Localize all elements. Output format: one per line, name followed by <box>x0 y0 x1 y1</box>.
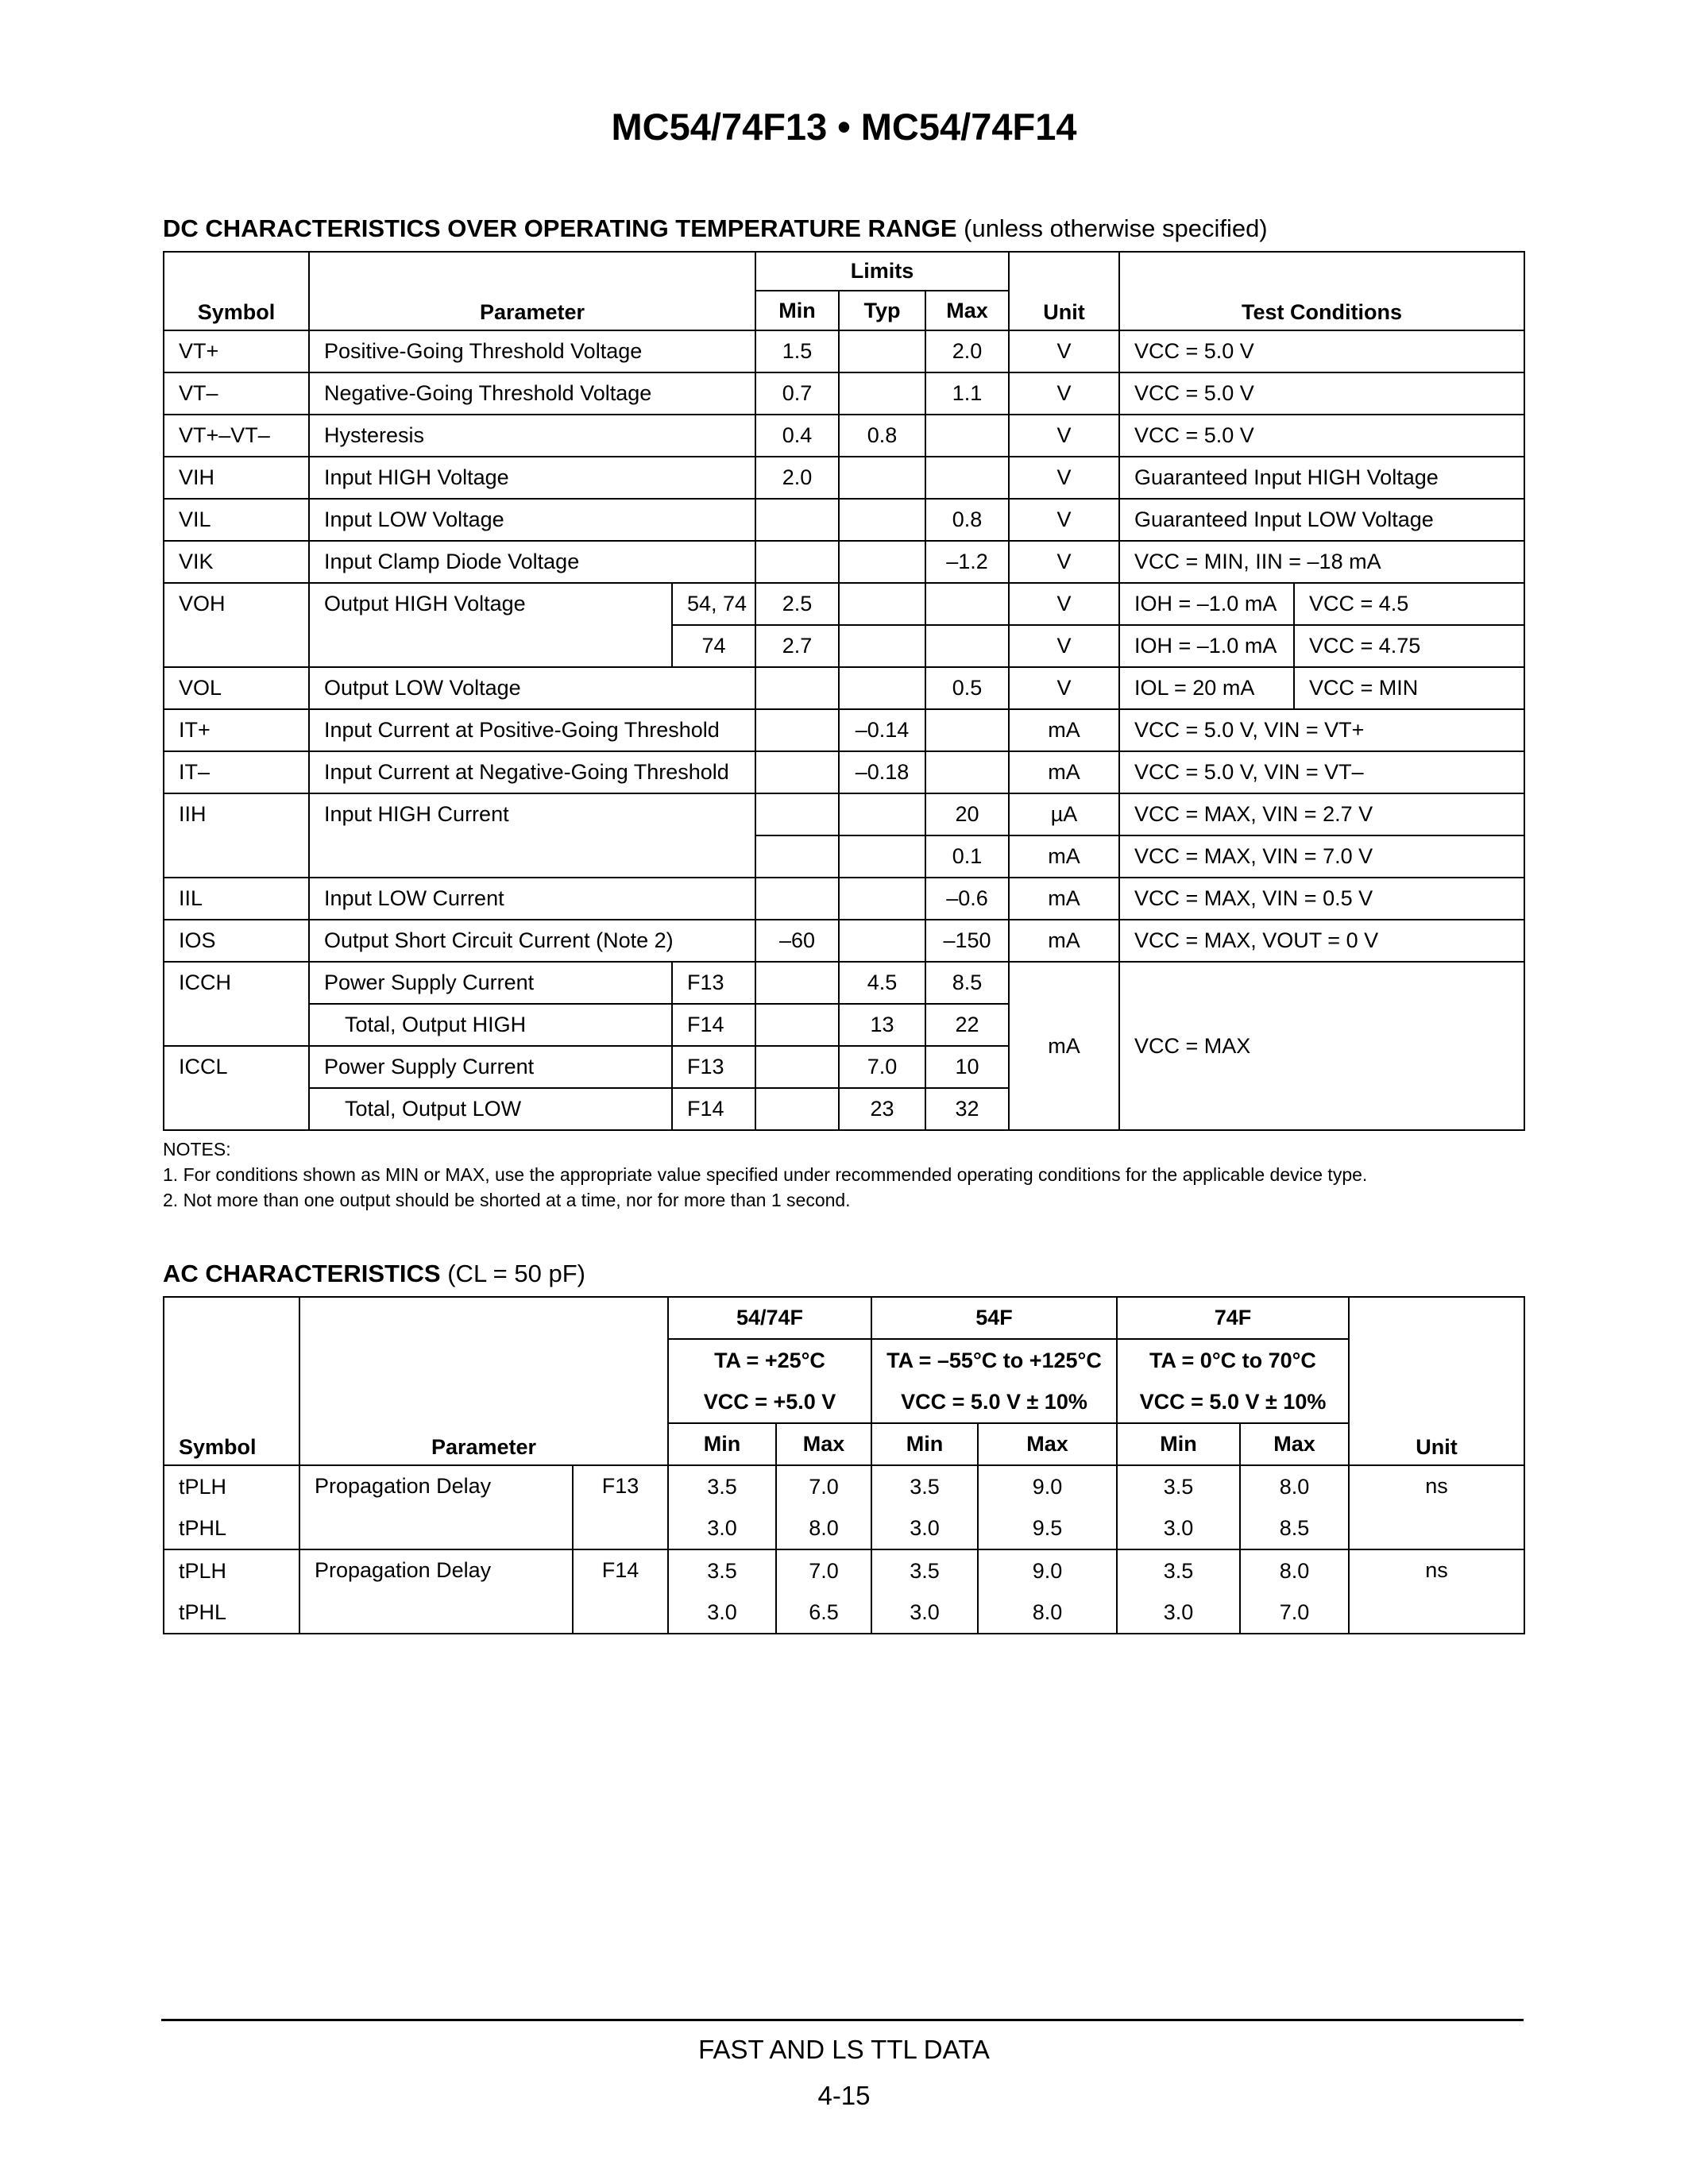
condition-cell: VCC = 4.5 <box>1294 583 1524 625</box>
ac-header-temp: TA = 0°C to 70°C <box>1117 1339 1349 1381</box>
value-cell: 3.0 <box>1117 1507 1240 1549</box>
ac-header-min: Min <box>871 1423 978 1465</box>
value-cell: 3.0 <box>871 1507 978 1549</box>
ac-header-min: Min <box>668 1423 776 1465</box>
unit-cell: ns <box>1349 1549 1524 1634</box>
ac-header-parameter: Parameter <box>299 1297 668 1465</box>
value-cell: 6.5 <box>776 1592 871 1634</box>
dc-header-max: Max <box>925 291 1009 330</box>
table-row <box>164 920 1524 962</box>
min-cell <box>755 667 839 709</box>
typ-cell <box>839 625 925 667</box>
symbol-cell: IOS <box>164 920 309 962</box>
note-item: 1. For conditions shown as MIN or MAX, use the appropriate value specified under recommended operating conditions for the applicable device type. <box>163 1164 1368 1185</box>
notes-heading: NOTES: <box>163 1139 231 1160</box>
device-cell: F13 <box>672 962 755 1004</box>
parameter-cell: Power Supply Current <box>309 1046 672 1088</box>
min-cell: 2.7 <box>755 625 839 667</box>
symbol-cell: VIL <box>164 499 309 541</box>
parameter-cell: Input LOW Current <box>309 878 755 920</box>
parameter-cell: Total, Output HIGH <box>309 1004 672 1046</box>
device-cell: F14 <box>573 1549 668 1634</box>
ac-section-title <box>163 1260 585 1288</box>
min-cell <box>755 709 839 751</box>
symbol-cell: VT– <box>164 372 309 415</box>
ac-header-row <box>164 1297 1524 1339</box>
max-cell: –150 <box>925 920 1009 962</box>
min-cell <box>755 835 839 878</box>
symbol-cell: VOH <box>164 583 309 667</box>
value-cell: 8.0 <box>1240 1549 1349 1592</box>
min-cell <box>755 751 839 793</box>
condition-cell: VCC = 5.0 V <box>1119 372 1524 415</box>
max-cell <box>925 415 1009 457</box>
value-cell: 7.0 <box>1240 1592 1349 1634</box>
ac-header-temp: TA = –55°C to +125°C <box>871 1339 1117 1381</box>
table-row <box>164 583 1524 625</box>
unit-cell: V <box>1009 499 1119 541</box>
max-cell <box>925 625 1009 667</box>
min-cell <box>755 1004 839 1046</box>
min-cell <box>755 499 839 541</box>
unit-cell: mA <box>1009 751 1119 793</box>
typ-cell <box>839 793 925 835</box>
dc-characteristics-table <box>163 251 1525 1131</box>
unit-cell: V <box>1009 415 1119 457</box>
device-cell: F13 <box>573 1465 668 1549</box>
parameter-cell: Propagation Delay <box>299 1549 573 1634</box>
symbol-cell: VT+ <box>164 330 309 372</box>
max-cell <box>925 709 1009 751</box>
condition-cell: VCC = 5.0 V, VIN = VT– <box>1119 751 1524 793</box>
dc-header-row <box>164 252 1524 291</box>
symbol-cell: IT+ <box>164 709 309 751</box>
symbol-cell: VIH <box>164 457 309 499</box>
symbol-cell: ICCL <box>164 1046 309 1130</box>
footer-text: FAST AND LS TTL DATA <box>698 2035 990 2064</box>
table-row <box>164 372 1524 415</box>
unit-cell: V <box>1009 625 1119 667</box>
symbol-cell: ICCH <box>164 962 309 1046</box>
max-cell: 1.1 <box>925 372 1009 415</box>
symbol-cell: tPLH <box>164 1549 299 1592</box>
symbol-cell: tPHL <box>164 1507 299 1549</box>
condition-cell: VCC = 4.75 <box>1294 625 1524 667</box>
typ-cell <box>839 541 925 583</box>
unit-cell: V <box>1009 457 1119 499</box>
ac-title-bold: AC CHARACTERISTICS <box>163 1260 441 1287</box>
parameter-cell: Propagation Delay <box>299 1465 573 1549</box>
max-cell: 10 <box>925 1046 1009 1088</box>
unit-cell: V <box>1009 541 1119 583</box>
parameter-cell: Output Short Circuit Current (Note 2) <box>309 920 755 962</box>
min-cell: –60 <box>755 920 839 962</box>
min-cell: 2.5 <box>755 583 839 625</box>
typ-cell <box>839 920 925 962</box>
table-row <box>164 751 1524 793</box>
max-cell: 32 <box>925 1088 1009 1130</box>
table-row <box>164 793 1524 835</box>
value-cell: 8.5 <box>1240 1507 1349 1549</box>
ac-characteristics-table <box>163 1296 1525 1634</box>
device-cell: F14 <box>672 1088 755 1130</box>
ac-header-max: Max <box>1240 1423 1349 1465</box>
condition-cell: VCC = 5.0 V, VIN = VT+ <box>1119 709 1524 751</box>
typ-cell <box>839 878 925 920</box>
table-row <box>164 415 1524 457</box>
min-cell <box>755 793 839 835</box>
table-row <box>164 541 1524 583</box>
value-cell: 3.0 <box>1117 1592 1240 1634</box>
value-cell: 3.5 <box>668 1465 776 1507</box>
typ-cell: 23 <box>839 1088 925 1130</box>
unit-cell: V <box>1009 372 1119 415</box>
condition-cell: Guaranteed Input HIGH Voltage <box>1119 457 1524 499</box>
min-cell: 0.4 <box>755 415 839 457</box>
unit-cell: mA <box>1009 920 1119 962</box>
condition-cell: VCC = MAX, VIN = 7.0 V <box>1119 835 1524 878</box>
condition-cell: VCC = MIN <box>1294 667 1524 709</box>
typ-cell: –0.14 <box>839 709 925 751</box>
ac-header-group: 54F <box>871 1297 1117 1339</box>
parameter-cell: Input HIGH Voltage <box>309 457 755 499</box>
condition-cell: VCC = MIN, IIN = –18 mA <box>1119 541 1524 583</box>
typ-cell: 0.8 <box>839 415 925 457</box>
ac-header-symbol: Symbol <box>164 1297 299 1465</box>
max-cell <box>925 751 1009 793</box>
device-cell: F13 <box>672 1046 755 1088</box>
variant-cell: 54, 74 <box>672 583 755 625</box>
parameter-cell: Positive-Going Threshold Voltage <box>309 330 755 372</box>
ac-header-min: Min <box>1117 1423 1240 1465</box>
min-cell <box>755 1046 839 1088</box>
dc-title-rest: (unless otherwise specified) <box>956 214 1268 242</box>
condition-cell: VCC = MAX, VIN = 0.5 V <box>1119 878 1524 920</box>
condition-cell: VCC = 5.0 V <box>1119 415 1524 457</box>
typ-cell: 7.0 <box>839 1046 925 1088</box>
value-cell: 3.5 <box>668 1549 776 1592</box>
notes-block <box>163 1136 1367 1213</box>
symbol-cell: IIL <box>164 878 309 920</box>
typ-cell: 4.5 <box>839 962 925 1004</box>
unit-cell: mA <box>1009 962 1119 1130</box>
unit-cell: mA <box>1009 709 1119 751</box>
typ-cell <box>839 835 925 878</box>
device-cell: F14 <box>672 1004 755 1046</box>
ac-header-vcc: VCC = 5.0 V ± 10% <box>1117 1381 1349 1423</box>
condition-cell: VCC = 5.0 V <box>1119 330 1524 372</box>
ac-header-group: 74F <box>1117 1297 1349 1339</box>
unit-cell: V <box>1009 583 1119 625</box>
value-cell: 7.0 <box>776 1549 871 1592</box>
symbol-cell: VOL <box>164 667 309 709</box>
max-cell: 2.0 <box>925 330 1009 372</box>
value-cell: 8.0 <box>1240 1465 1349 1507</box>
max-cell <box>925 457 1009 499</box>
parameter-cell: Negative-Going Threshold Voltage <box>309 372 755 415</box>
symbol-cell: VT+–VT– <box>164 415 309 457</box>
condition-cell: IOH = –1.0 mA <box>1119 583 1294 625</box>
value-cell: 3.0 <box>871 1592 978 1634</box>
min-cell <box>755 962 839 1004</box>
table-row <box>164 667 1524 709</box>
parameter-cell: Output LOW Voltage <box>309 667 755 709</box>
table-row <box>164 330 1524 372</box>
unit-cell: ns <box>1349 1465 1524 1549</box>
dc-header-min: Min <box>755 291 839 330</box>
symbol-cell: IIH <box>164 793 309 878</box>
value-cell: 3.5 <box>1117 1465 1240 1507</box>
value-cell: 8.0 <box>776 1507 871 1549</box>
value-cell: 8.0 <box>978 1592 1117 1634</box>
ac-header-unit: Unit <box>1349 1297 1524 1465</box>
min-cell: 1.5 <box>755 330 839 372</box>
condition-cell: IOL = 20 mA <box>1119 667 1294 709</box>
parameter-cell: Input Clamp Diode Voltage <box>309 541 755 583</box>
condition-cell: VCC = MAX, VIN = 2.7 V <box>1119 793 1524 835</box>
value-cell: 3.0 <box>668 1592 776 1634</box>
value-cell: 7.0 <box>776 1465 871 1507</box>
table-row <box>164 878 1524 920</box>
table-row <box>164 1549 1524 1592</box>
ac-header-vcc: VCC = 5.0 V ± 10% <box>871 1381 1117 1423</box>
typ-cell <box>839 457 925 499</box>
max-cell: 22 <box>925 1004 1009 1046</box>
dc-header-limits: Limits <box>755 252 1009 291</box>
symbol-cell: VIK <box>164 541 309 583</box>
dc-header-parameter: Parameter <box>309 252 755 330</box>
max-cell: 8.5 <box>925 962 1009 1004</box>
max-cell: 0.8 <box>925 499 1009 541</box>
typ-cell <box>839 372 925 415</box>
ac-header-vcc: VCC = +5.0 V <box>668 1381 871 1423</box>
max-cell: –0.6 <box>925 878 1009 920</box>
dc-header-symbol: Symbol <box>164 252 309 330</box>
max-cell: 0.5 <box>925 667 1009 709</box>
min-cell <box>755 541 839 583</box>
unit-cell: V <box>1009 667 1119 709</box>
min-cell: 0.7 <box>755 372 839 415</box>
parameter-cell: Input HIGH Current <box>309 793 755 878</box>
symbol-cell: tPLH <box>164 1465 299 1507</box>
value-cell: 3.5 <box>871 1549 978 1592</box>
unit-cell: mA <box>1009 835 1119 878</box>
table-row <box>164 499 1524 541</box>
table-row <box>164 457 1524 499</box>
parameter-cell: Output HIGH Voltage <box>309 583 672 667</box>
max-cell: 20 <box>925 793 1009 835</box>
ac-header-max: Max <box>776 1423 871 1465</box>
value-cell: 9.0 <box>978 1465 1117 1507</box>
parameter-cell: Input Current at Negative-Going Threshold <box>309 751 755 793</box>
ac-header-group: 54/74F <box>668 1297 871 1339</box>
typ-cell <box>839 499 925 541</box>
typ-cell: –0.18 <box>839 751 925 793</box>
min-cell <box>755 878 839 920</box>
value-cell: 3.0 <box>668 1507 776 1549</box>
page-title: MC54/74F13 • MC54/74F14 <box>611 106 1077 148</box>
parameter-cell: Total, Output LOW <box>309 1088 672 1130</box>
page-number: 4-15 <box>817 2081 871 2110</box>
typ-cell <box>839 583 925 625</box>
unit-cell: µA <box>1009 793 1119 835</box>
unit-cell: mA <box>1009 878 1119 920</box>
symbol-cell: tPHL <box>164 1592 299 1634</box>
ac-title-rest: (CL = 50 pF) <box>440 1260 585 1287</box>
value-cell: 3.5 <box>871 1465 978 1507</box>
value-cell: 9.0 <box>978 1549 1117 1592</box>
table-row <box>164 1465 1524 1507</box>
table-row <box>164 962 1524 1004</box>
ac-header-temp: TA = +25°C <box>668 1339 871 1381</box>
condition-cell: Guaranteed Input LOW Voltage <box>1119 499 1524 541</box>
parameter-cell: Input Current at Positive-Going Threshold <box>309 709 755 751</box>
max-cell: 0.1 <box>925 835 1009 878</box>
condition-cell: VCC = MAX, VOUT = 0 V <box>1119 920 1524 962</box>
variant-cell: 74 <box>672 625 755 667</box>
parameter-cell: Input LOW Voltage <box>309 499 755 541</box>
value-cell: 9.5 <box>978 1507 1117 1549</box>
parameter-cell: Power Supply Current <box>309 962 672 1004</box>
symbol-cell: IT– <box>164 751 309 793</box>
typ-cell <box>839 330 925 372</box>
condition-cell: VCC = MAX <box>1119 962 1524 1130</box>
dc-header-test-conditions: Test Conditions <box>1119 252 1524 330</box>
max-cell: –1.2 <box>925 541 1009 583</box>
typ-cell <box>839 667 925 709</box>
note-item: 2. Not more than one output should be shorted at a time, nor for more than 1 second. <box>163 1190 851 1210</box>
value-cell: 3.5 <box>1117 1549 1240 1592</box>
parameter-cell: Hysteresis <box>309 415 755 457</box>
condition-cell: IOH = –1.0 mA <box>1119 625 1294 667</box>
dc-section-title <box>163 214 1268 243</box>
typ-cell: 13 <box>839 1004 925 1046</box>
dc-title-bold: DC CHARACTERISTICS OVER OPERATING TEMPERATURE RANGE <box>163 214 957 242</box>
table-row <box>164 709 1524 751</box>
footer-divider <box>161 2019 1524 2021</box>
min-cell: 2.0 <box>755 457 839 499</box>
ac-header-max: Max <box>978 1423 1117 1465</box>
dc-header-typ: Typ <box>839 291 925 330</box>
dc-header-unit: Unit <box>1009 252 1119 330</box>
min-cell <box>755 1088 839 1130</box>
unit-cell: V <box>1009 330 1119 372</box>
max-cell <box>925 583 1009 625</box>
